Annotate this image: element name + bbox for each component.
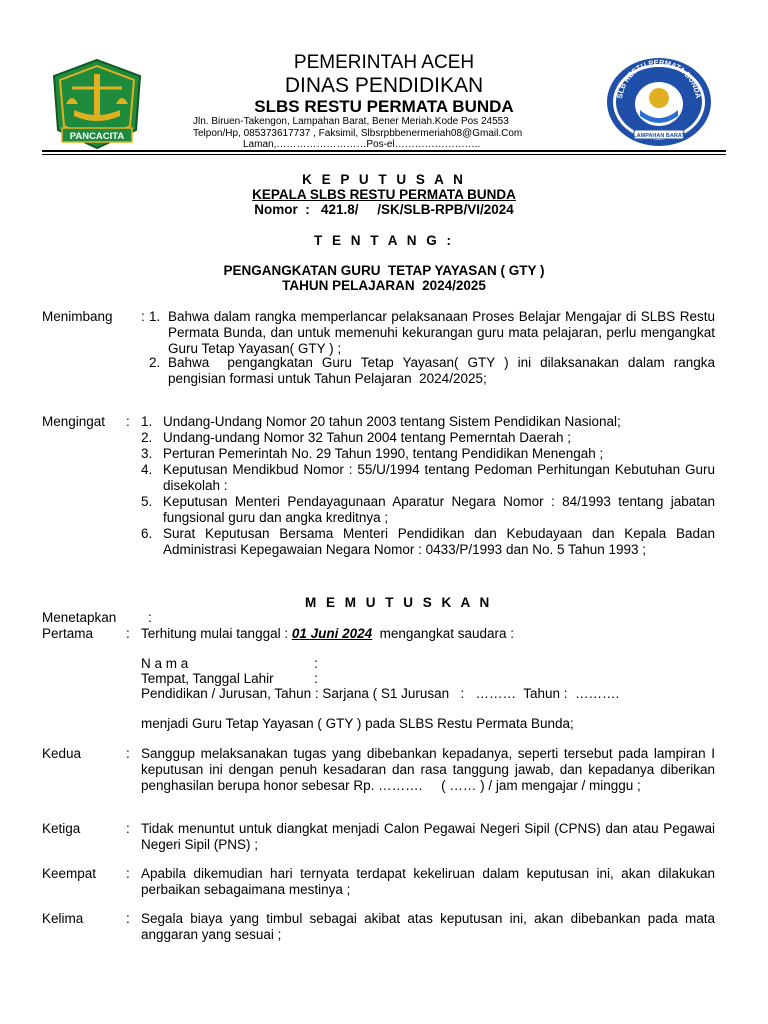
kedua-label: Kedua bbox=[42, 746, 82, 761]
ketiga-label: Ketiga bbox=[42, 821, 81, 836]
address-line-3: Laman,………………………Pos-el…………………….. bbox=[243, 139, 481, 150]
seal-bottom-text: LAMPAHAN BARAT bbox=[633, 133, 685, 139]
menimbang-label: Menimbang bbox=[42, 309, 113, 324]
kelima-text: Segala biaya yang timbul sebagai akibat atas keputusan ini, akan dibebankan pada mata anggaran yang sesuai ; bbox=[141, 911, 715, 942]
ketiga-text: Tidak menuntut untuk diangkat menjadi Calon Pegawai Negeri Sipil (CPNS) dan atau Pegawai Negeri Sipil (PNS) ; bbox=[141, 821, 715, 852]
list-item: 6. Surat Keputusan Bersama Menteri Pendidikan dan Kebudayaan dan Kepala Badan Administrasi Kepegawaian Negara Nomor : 0433/P/1993 dan No. 5 Tahun 1993 ; bbox=[141, 526, 715, 557]
menimbang-item-2: Bahwa pengangkatan Guru Tetap Yayasan( GTY ) ini dilaksanakan dalam rangka pengisian formasi untuk Tahun Pelajaran 2024/2025; bbox=[168, 355, 719, 386]
kedua-colon: : bbox=[126, 746, 130, 761]
header-address bbox=[193, 116, 522, 151]
mengingat-colon: : bbox=[126, 414, 130, 429]
address-line-2: Telpon/Hp, 085373617737 , Faksimil, Slbsrpbbenermeriah08@Gmail.Com bbox=[193, 127, 523, 139]
title-subject-1: PENGANGKATAN GURU TETAP YAYASAN ( GTY ) bbox=[223, 263, 545, 278]
header-government: PEMERINTAH ACEH bbox=[293, 52, 475, 73]
menimbang-num-2: 2. bbox=[149, 355, 161, 370]
title-tentang: T E N T A N G : bbox=[314, 233, 454, 248]
keempat-text: Apabila dikemudian hari ternyata terdapat kekeliruan dalam keputusan ini, akan dilakukan perbaikan sebagaimana mestinya ; bbox=[141, 866, 715, 897]
memutuskan-heading: M E M U T U S K A N bbox=[305, 595, 493, 610]
appointment-date: 01 Juni 2024 bbox=[291, 626, 373, 641]
ketiga-colon: : bbox=[126, 821, 130, 836]
list-item: 5. Keputusan Menteri Pendayagunaan Aparatur Negara Nomor : 84/1993 tentang jabatan fungsional guru dan angka kreditnya ; bbox=[141, 494, 715, 525]
seal-top-text: SLB RESTU PERMATA BUNDA bbox=[615, 57, 703, 100]
field-ttl-colon: : bbox=[314, 671, 318, 686]
kedua-text: Sanggup melaksanakan tugas yang dibebankan kepadanya, seperti tersebut pada lampiran I keputusan ini dengan penuh kesadaran dan rasa tanggung jawab, dan kepadanya diberikan penghasilan berupa honor sebesar Rp. ………. ( …… ) / jam mengajar / minggu ; bbox=[141, 746, 719, 793]
title-kepala: KEPALA SLBS RESTU PERMATA BUNDA bbox=[252, 187, 516, 202]
menjadi-text: menjadi Guru Tetap Yayasan ( GTY ) pada SLBS Restu Permata Bunda; bbox=[141, 716, 574, 731]
keempat-label: Keempat bbox=[42, 866, 97, 881]
field-ttl-label: Tempat, Tanggal Lahir bbox=[141, 671, 274, 686]
kelima-label: Kelima bbox=[42, 911, 84, 926]
title-subject-2: TAHUN PELAJARAN 2024/2025 bbox=[282, 278, 486, 293]
header-school-name: SLBS RESTU PERMATA BUNDA bbox=[254, 97, 514, 116]
header-divider-thin bbox=[42, 154, 726, 155]
address-line-1: Jln. Biruen-Takengon, Lampahan Barat, Bener Meriah.Kode Pos 24553 bbox=[193, 116, 509, 127]
field-pendidikan: Pendidikan / Jurusan, Tahun : Sarjana ( S1 Jurusan : ……… Tahun : ………. bbox=[141, 686, 620, 701]
field-nama-label: N a m a bbox=[141, 656, 189, 671]
list-item: 2. Undang-undang Nomor 32 Tahun 2004 tentang Pemerntah Daerah ; bbox=[141, 430, 572, 445]
list-item: 1. Undang-Undang Nomor 20 tahun 2003 tentang Sistem Pendidikan Nasional; bbox=[141, 414, 621, 429]
mengingat-label: Mengingat bbox=[42, 414, 106, 429]
title-keputusan: K E P U T U S A N bbox=[302, 172, 466, 187]
header-department: DINAS PENDIDIKAN bbox=[284, 74, 484, 97]
keempat-colon: : bbox=[126, 866, 130, 881]
logo-caption: PANCACITA bbox=[69, 131, 125, 142]
list-item: 3. Perturan Pemerintah No. 29 Tahun 1990, tentang Pendidikan Menengah ; bbox=[141, 446, 604, 461]
menimbang-colon: : bbox=[141, 309, 145, 324]
menetapkan-label: Menetapkan bbox=[42, 610, 117, 625]
field-nama-colon: : bbox=[314, 656, 318, 671]
pertama-text: Terhitung mulai tanggal : 01 Juni 2024 mengangkat saudara : bbox=[141, 626, 514, 641]
menetapkan-colon: : bbox=[148, 610, 152, 625]
menimbang-num-1: 1. bbox=[149, 309, 161, 324]
kelima-colon: : bbox=[126, 911, 130, 926]
header-divider-thick bbox=[42, 150, 726, 152]
pertama-colon: : bbox=[126, 626, 130, 641]
mengingat-list bbox=[141, 414, 715, 558]
pertama-label: Pertama bbox=[42, 626, 94, 641]
list-item: 4. Keputusan Mendikbud Nomor : 55/U/1994 tentang Pedoman Perhitungan Kebutuhan Guru disekolah : bbox=[141, 462, 715, 493]
menimbang-item-1: Bahwa dalam rangka memperlancar pelaksanaan Proses Belajar Mengajar di SLBS Restu Permata Bunda, dan untuk memenuhi kekurangan guru mata pelajaran, perlu mengangkat Guru Tetap Yayasan( GTY ) ; bbox=[168, 309, 715, 356]
title-nomor: Nomor : 421.8/ /SK/SLB-RPB/VI/2024 bbox=[254, 202, 514, 217]
